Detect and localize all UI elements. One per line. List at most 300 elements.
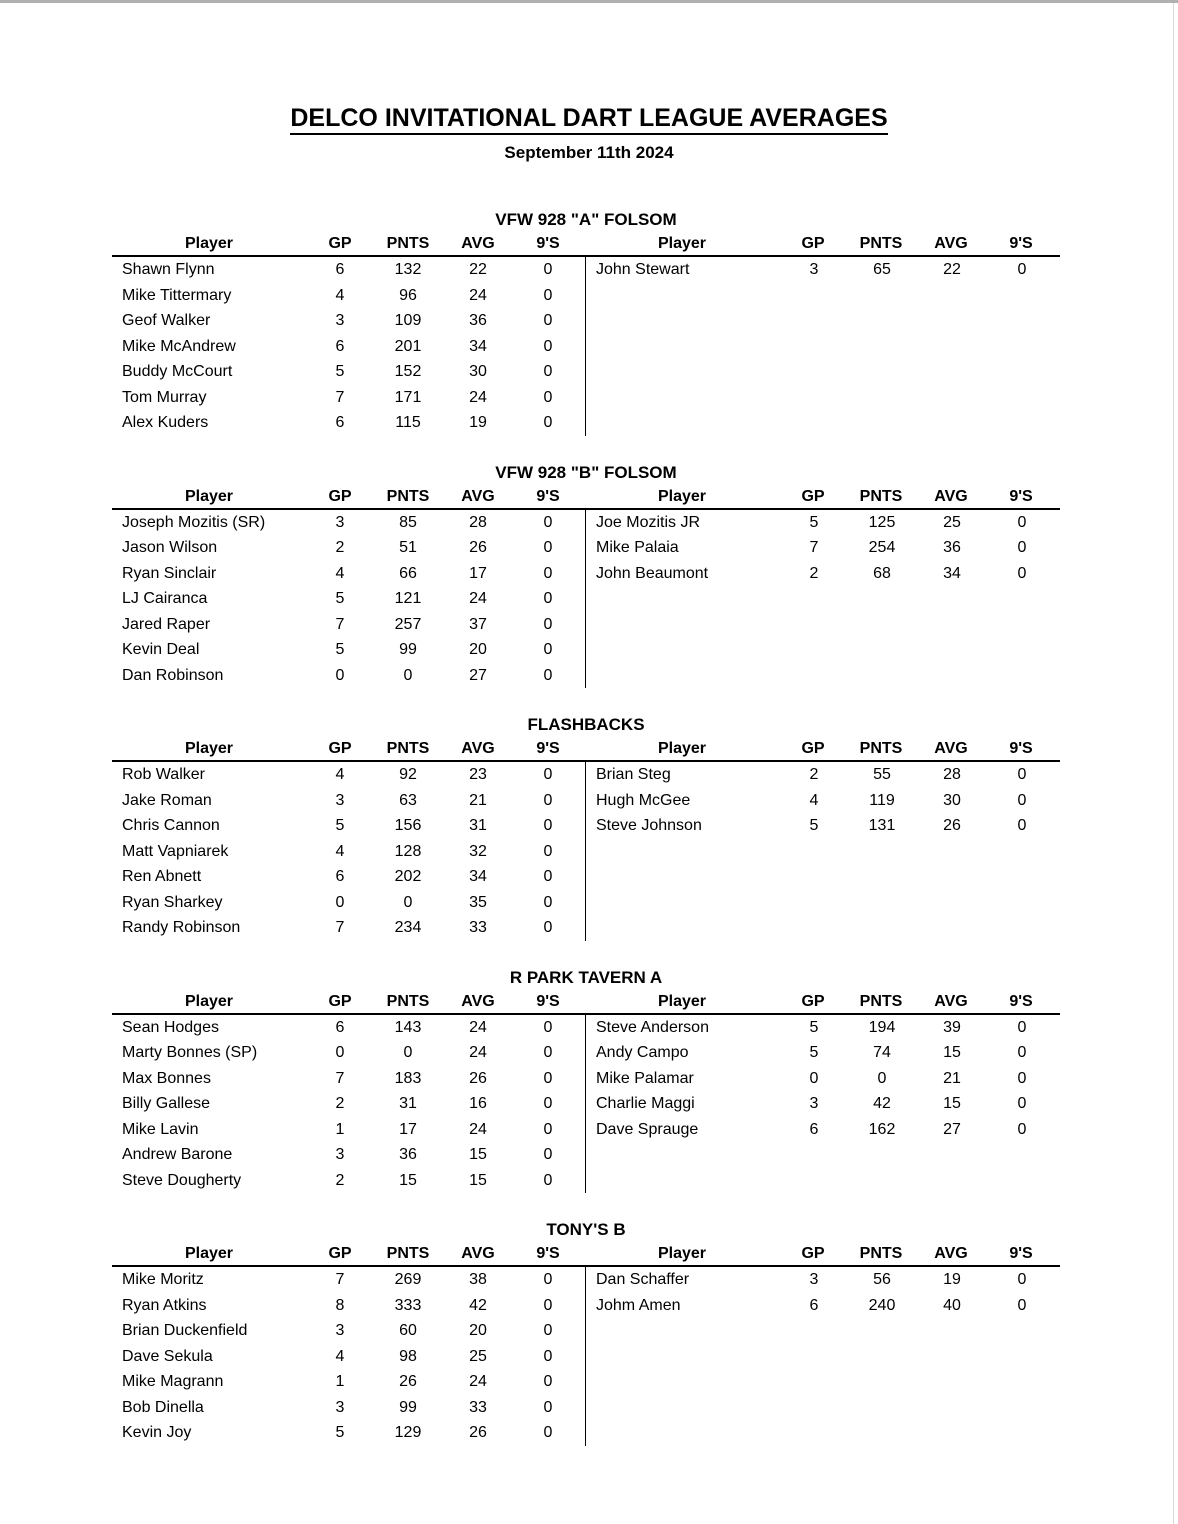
gp-cell: 6 <box>335 414 345 431</box>
pnts-cell: 143 <box>394 1018 422 1036</box>
avg-cell: 25 <box>469 1347 487 1365</box>
player-name-cell: Mike Moritz <box>122 1271 204 1288</box>
avg-cell: 19 <box>469 414 487 431</box>
avg-cell: 24 <box>469 1120 487 1138</box>
column-header: Player <box>657 235 707 252</box>
player-name-cell: Hugh McGee <box>596 791 691 809</box>
pnts-cell: 42 <box>873 1095 891 1112</box>
avg-cell: 24 <box>469 1044 487 1061</box>
column-header: 9'S <box>536 992 560 1010</box>
gp-cell: 7 <box>335 1271 345 1288</box>
column-header: GP <box>328 1245 352 1262</box>
gp-cell: 6 <box>335 261 345 278</box>
avg-cell: 36 <box>469 312 487 329</box>
avg-cell: 33 <box>469 1398 487 1416</box>
team-right-column <box>585 1015 1058 1194</box>
pnts-cell: 36 <box>399 1146 417 1163</box>
player-row <box>112 257 585 283</box>
gp-cell: 3 <box>809 1271 819 1288</box>
avg-cell: 33 <box>469 919 487 936</box>
header-half-left <box>112 485 585 508</box>
player-name-cell: Kevin Joy <box>122 1424 192 1441</box>
nines-cell: 0 <box>543 1044 553 1061</box>
gp-cell: 5 <box>335 1424 345 1441</box>
column-header: 9'S <box>536 235 560 252</box>
column-header: PNTS <box>859 740 903 757</box>
nines-cell: 0 <box>543 539 553 556</box>
pnts-cell: 234 <box>394 919 422 936</box>
pnts-cell: 131 <box>868 817 896 834</box>
gp-cell: 3 <box>335 312 345 329</box>
player-name-cell: Mike Palaia <box>596 539 679 556</box>
column-header: AVG <box>461 487 495 505</box>
avg-cell: 26 <box>943 817 961 834</box>
page-date: September 11th 2024 <box>504 143 674 162</box>
player-name-cell: Mike Tittermary <box>122 286 232 304</box>
column-header: Player <box>184 740 234 757</box>
gp-cell: 5 <box>809 817 819 834</box>
column-header: 9'S <box>536 740 560 757</box>
player-name-cell: John Beaumont <box>596 564 709 582</box>
avg-cell: 25 <box>943 513 961 531</box>
player-row <box>112 334 585 360</box>
player-name-cell: Marty Bonnes (SP) <box>122 1044 258 1061</box>
player-name-cell: Randy Robinson <box>122 919 241 936</box>
nines-cell: 0 <box>543 1296 553 1314</box>
gp-cell: 4 <box>335 1347 345 1365</box>
player-row <box>586 257 1058 283</box>
pnts-cell: 152 <box>394 363 422 380</box>
header-half-left <box>112 737 585 760</box>
gp-cell: 8 <box>335 1296 345 1314</box>
nines-cell: 0 <box>543 1069 553 1087</box>
player-name-cell: Buddy McCourt <box>122 363 233 380</box>
gp-cell: 6 <box>809 1120 819 1138</box>
nines-cell: 0 <box>1017 766 1027 783</box>
player-row <box>586 1293 1058 1319</box>
nines-cell: 0 <box>1017 564 1027 582</box>
nines-cell: 0 <box>543 564 553 582</box>
column-header: PNTS <box>859 992 903 1010</box>
avg-cell: 38 <box>469 1271 487 1288</box>
table-header-row <box>112 1242 1060 1267</box>
table-header-row <box>112 737 1060 762</box>
player-row <box>586 788 1058 814</box>
avg-cell: 30 <box>469 363 487 380</box>
player-name-cell: Dan Robinson <box>122 666 224 684</box>
gp-cell: 0 <box>809 1069 819 1087</box>
player-row <box>112 637 585 663</box>
team-right-column <box>585 1267 1058 1446</box>
table-body <box>112 510 1060 689</box>
column-header: Player <box>184 235 234 252</box>
player-name-cell: Tom Murray <box>122 388 207 406</box>
pnts-cell: 51 <box>399 539 417 556</box>
gp-cell: 3 <box>335 791 345 809</box>
gp-cell: 3 <box>335 513 345 531</box>
player-name-cell: Bob Dinella <box>122 1398 204 1416</box>
gp-cell: 2 <box>335 1171 345 1189</box>
player-name-cell: Ryan Atkins <box>122 1296 207 1314</box>
pnts-cell: 92 <box>399 766 417 783</box>
gp-cell: 7 <box>335 388 345 406</box>
header-half-right <box>585 485 1058 508</box>
player-row <box>586 1117 1058 1143</box>
avg-cell: 32 <box>469 842 487 860</box>
table-body <box>112 762 1060 941</box>
gp-cell: 5 <box>809 1018 819 1036</box>
gp-cell: 6 <box>335 1018 345 1036</box>
player-row <box>112 1318 585 1344</box>
team-section <box>112 712 1060 941</box>
avg-cell: 26 <box>469 1424 487 1441</box>
player-row <box>586 1267 1058 1293</box>
column-header: AVG <box>934 740 968 757</box>
nines-cell: 0 <box>543 842 553 860</box>
avg-cell: 34 <box>943 564 961 582</box>
nines-cell: 0 <box>543 1146 553 1163</box>
player-row <box>586 813 1058 839</box>
pnts-cell: 65 <box>873 261 891 278</box>
avg-cell: 24 <box>469 388 487 406</box>
player-row <box>112 1267 585 1293</box>
avg-cell: 20 <box>469 641 487 658</box>
avg-cell: 15 <box>469 1171 487 1189</box>
player-name-cell: Dave Sprauge <box>596 1120 699 1138</box>
column-header: Player <box>657 487 707 505</box>
nines-cell: 0 <box>543 919 553 936</box>
player-row <box>112 1142 585 1168</box>
player-name-cell: Steve Johnson <box>596 817 702 834</box>
column-header: GP <box>801 740 825 757</box>
player-name-cell: Andrew Barone <box>122 1146 233 1163</box>
team-title: FLASHBACKS <box>527 715 645 734</box>
nines-cell: 0 <box>543 261 553 278</box>
column-header: Player <box>657 992 707 1010</box>
gp-cell: 3 <box>809 1095 819 1112</box>
player-row <box>112 1293 585 1319</box>
column-header: Player <box>184 1245 234 1262</box>
column-header: GP <box>801 1245 825 1262</box>
avg-cell: 15 <box>943 1095 961 1112</box>
nines-cell: 0 <box>1017 513 1027 531</box>
avg-cell: 21 <box>943 1069 961 1087</box>
column-header: AVG <box>461 1245 495 1262</box>
player-name-cell: Billy Gallese <box>122 1095 211 1112</box>
player-row <box>112 915 585 941</box>
column-header: PNTS <box>386 487 430 505</box>
player-name-cell: Mike McAndrew <box>122 337 236 355</box>
player-name-cell: Steve Dougherty <box>122 1171 242 1189</box>
nines-cell: 0 <box>543 1271 553 1288</box>
avg-cell: 23 <box>469 766 487 783</box>
pnts-cell: 109 <box>394 312 422 329</box>
pnts-cell: 0 <box>877 1069 887 1087</box>
nines-cell: 0 <box>1017 1296 1027 1314</box>
player-row <box>112 612 585 638</box>
column-header: GP <box>328 487 352 505</box>
team-title: VFW 928 "A" FOLSOM <box>495 210 677 229</box>
pnts-cell: 0 <box>403 666 413 684</box>
player-name-cell: Matt Vapniarek <box>122 842 229 860</box>
avg-cell: 22 <box>469 261 487 278</box>
pnts-cell: 121 <box>394 590 422 607</box>
header-half-right <box>585 232 1058 255</box>
nines-cell: 0 <box>543 312 553 329</box>
pnts-cell: 115 <box>395 414 421 431</box>
nines-cell: 0 <box>543 766 553 783</box>
column-header: 9'S <box>1009 992 1033 1010</box>
pnts-cell: 63 <box>399 791 417 809</box>
team-section <box>112 207 1060 436</box>
gp-cell: 3 <box>335 1146 345 1163</box>
player-name-cell: Jared Raper <box>122 615 211 633</box>
team-title: VFW 928 "B" FOLSOM <box>495 462 677 482</box>
nines-cell: 0 <box>543 1398 553 1416</box>
player-row <box>112 1168 585 1194</box>
team-left-column <box>112 762 585 941</box>
nines-cell: 0 <box>543 590 553 607</box>
gp-cell: 6 <box>335 337 345 355</box>
pnts-cell: 17 <box>399 1120 417 1138</box>
nines-cell: 0 <box>1017 539 1027 556</box>
pnts-cell: 128 <box>394 842 422 860</box>
pnts-cell: 96 <box>399 286 417 304</box>
column-header: 9'S <box>1009 487 1033 505</box>
nines-cell: 0 <box>1017 1044 1027 1061</box>
player-name-cell: Max Bonnes <box>122 1069 211 1087</box>
player-name-cell: Dan Schaffer <box>596 1271 690 1288</box>
avg-cell: 26 <box>469 1069 487 1087</box>
player-name-cell: Mike Magrann <box>122 1373 224 1390</box>
player-row <box>112 359 585 385</box>
header-half-left <box>112 1242 585 1265</box>
player-name-cell: Ryan Sinclair <box>122 564 217 582</box>
gp-cell: 0 <box>335 893 345 911</box>
column-header: Player <box>657 740 707 757</box>
gp-cell: 3 <box>335 1398 345 1416</box>
player-name-cell: Shawn Flynn <box>122 261 215 278</box>
table-body <box>112 1015 1060 1194</box>
player-row <box>586 1091 1058 1117</box>
nines-cell: 0 <box>1017 1271 1027 1288</box>
gp-cell: 1 <box>335 1373 345 1390</box>
team-section <box>112 965 1060 1194</box>
player-row <box>586 561 1058 587</box>
pnts-cell: 183 <box>394 1069 422 1087</box>
column-header: 9'S <box>536 1245 560 1262</box>
avg-cell: 28 <box>469 513 487 531</box>
column-header: Player <box>657 1245 707 1262</box>
team-section <box>112 460 1060 689</box>
pnts-cell: 201 <box>394 337 422 355</box>
table-header-row <box>112 232 1060 257</box>
avg-cell: 21 <box>469 791 487 809</box>
player-row <box>112 839 585 865</box>
avg-cell: 35 <box>469 893 487 911</box>
player-name-cell: Jake Roman <box>122 791 212 809</box>
gp-cell: 5 <box>335 363 345 380</box>
pnts-cell: 85 <box>399 513 417 531</box>
pnts-cell: 99 <box>399 1398 417 1416</box>
avg-cell: 36 <box>943 539 961 556</box>
player-name-cell: Sean Hodges <box>122 1018 219 1036</box>
avg-cell: 19 <box>943 1271 961 1288</box>
gp-cell: 2 <box>335 1095 345 1112</box>
team-title: TONY'S B <box>546 1220 626 1239</box>
gp-cell: 4 <box>335 842 345 860</box>
team-left-column <box>112 257 585 436</box>
page-title-text: DELCO INVITATIONAL DART LEAGUE AVERAGES <box>290 104 887 135</box>
player-row <box>112 1344 585 1370</box>
pnts-cell: 74 <box>873 1044 891 1061</box>
player-row <box>586 510 1058 536</box>
pnts-cell: 0 <box>403 1044 413 1061</box>
column-header: PNTS <box>386 1245 430 1262</box>
gp-cell: 7 <box>335 1069 345 1087</box>
gp-cell: 2 <box>809 766 819 783</box>
pnts-cell: 66 <box>399 564 417 582</box>
gp-cell: 7 <box>335 919 345 936</box>
nines-cell: 0 <box>1017 261 1027 278</box>
column-header: Player <box>184 992 234 1010</box>
teams-list <box>112 207 1060 1446</box>
player-row <box>586 1015 1058 1041</box>
player-row <box>112 890 585 916</box>
nines-cell: 0 <box>543 817 553 834</box>
team-right-column <box>585 762 1058 941</box>
pnts-cell: 125 <box>868 513 896 531</box>
gp-cell: 6 <box>335 868 345 885</box>
gp-cell: 7 <box>809 539 819 556</box>
player-row <box>112 1369 585 1395</box>
pnts-cell: 194 <box>868 1018 896 1036</box>
column-header: PNTS <box>386 992 430 1010</box>
team-left-column <box>112 510 585 689</box>
nines-cell: 0 <box>543 666 553 684</box>
table-body <box>112 1267 1060 1446</box>
page-title <box>0 101 1178 135</box>
gp-cell: 4 <box>335 286 345 304</box>
player-name-cell: Brian Steg <box>596 766 671 783</box>
team-right-column <box>585 257 1058 436</box>
nines-cell: 0 <box>1017 1120 1027 1138</box>
player-row <box>112 308 585 334</box>
nines-cell: 0 <box>543 1171 553 1189</box>
avg-cell: 24 <box>469 590 487 607</box>
nines-cell: 0 <box>543 791 553 809</box>
nines-cell: 0 <box>543 337 553 355</box>
pnts-cell: 55 <box>873 766 891 783</box>
pnts-cell: 132 <box>394 261 422 278</box>
player-name-cell: Chris Cannon <box>122 817 220 834</box>
pnts-cell: 202 <box>394 868 422 885</box>
nines-cell: 0 <box>543 1347 553 1365</box>
avg-cell: 31 <box>469 817 487 834</box>
player-row <box>112 762 585 788</box>
avg-cell: 39 <box>943 1018 961 1036</box>
gp-cell: 2 <box>809 564 819 582</box>
column-header: AVG <box>934 235 968 252</box>
gp-cell: 4 <box>335 766 345 783</box>
player-row <box>112 813 585 839</box>
player-row <box>112 1066 585 1092</box>
column-header: PNTS <box>386 235 430 252</box>
player-row <box>112 663 585 689</box>
page-edge-line <box>1173 3 1174 1524</box>
pnts-cell: 68 <box>873 564 891 582</box>
nines-cell: 0 <box>543 1373 553 1390</box>
pnts-cell: 56 <box>873 1271 891 1288</box>
gp-cell: 5 <box>335 590 345 607</box>
player-row <box>112 864 585 890</box>
column-header: AVG <box>934 1245 968 1262</box>
header-half-left <box>112 232 585 255</box>
pnts-cell: 98 <box>399 1347 417 1365</box>
column-header: GP <box>328 740 352 757</box>
pnts-cell: 99 <box>399 641 417 658</box>
team-right-column <box>585 510 1058 689</box>
player-row <box>586 1066 1058 1092</box>
avg-cell: 34 <box>469 337 487 355</box>
player-name-cell: Andy Campo <box>596 1044 689 1061</box>
gp-cell: 0 <box>335 1044 345 1061</box>
column-header: PNTS <box>859 1245 903 1262</box>
column-header: Player <box>184 487 234 505</box>
avg-cell: 24 <box>469 1373 487 1390</box>
column-header: AVG <box>461 992 495 1010</box>
avg-cell: 27 <box>943 1120 961 1138</box>
gp-cell: 5 <box>809 1044 819 1061</box>
player-row <box>112 510 585 536</box>
column-header: AVG <box>934 992 968 1010</box>
avg-cell: 27 <box>469 666 487 684</box>
avg-cell: 24 <box>469 1018 487 1036</box>
nines-cell: 0 <box>543 1120 553 1138</box>
pnts-cell: 156 <box>394 817 422 834</box>
nines-cell: 0 <box>543 893 553 911</box>
player-row <box>112 1395 585 1421</box>
player-name-cell: Jason Wilson <box>122 539 218 556</box>
player-name-cell: Alex Kuders <box>122 414 209 431</box>
column-header: 9'S <box>1009 235 1033 252</box>
team-left-column <box>112 1015 585 1194</box>
player-row <box>112 283 585 309</box>
gp-cell: 1 <box>335 1120 345 1138</box>
pnts-cell: 15 <box>399 1171 417 1189</box>
nines-cell: 0 <box>543 1424 553 1441</box>
window-top-bar <box>0 0 1178 3</box>
avg-cell: 17 <box>469 564 487 582</box>
nines-cell: 0 <box>543 1322 553 1339</box>
player-row <box>112 410 585 436</box>
nines-cell: 0 <box>543 414 553 431</box>
column-header: 9'S <box>1009 740 1033 757</box>
table-header-row <box>112 485 1060 510</box>
nines-cell: 0 <box>1017 1069 1027 1087</box>
nines-cell: 0 <box>543 513 553 531</box>
team-title: R PARK TAVERN A <box>509 967 663 987</box>
avg-cell: 24 <box>469 286 487 304</box>
column-header: 9'S <box>1009 1245 1033 1262</box>
player-name-cell: Joe Mozitis JR <box>596 513 701 531</box>
gp-cell: 5 <box>335 641 345 658</box>
nines-cell: 0 <box>543 388 553 406</box>
header-half-right <box>585 737 1058 760</box>
player-row <box>112 385 585 411</box>
player-row <box>586 1040 1058 1066</box>
pnts-cell: 119 <box>869 791 895 809</box>
